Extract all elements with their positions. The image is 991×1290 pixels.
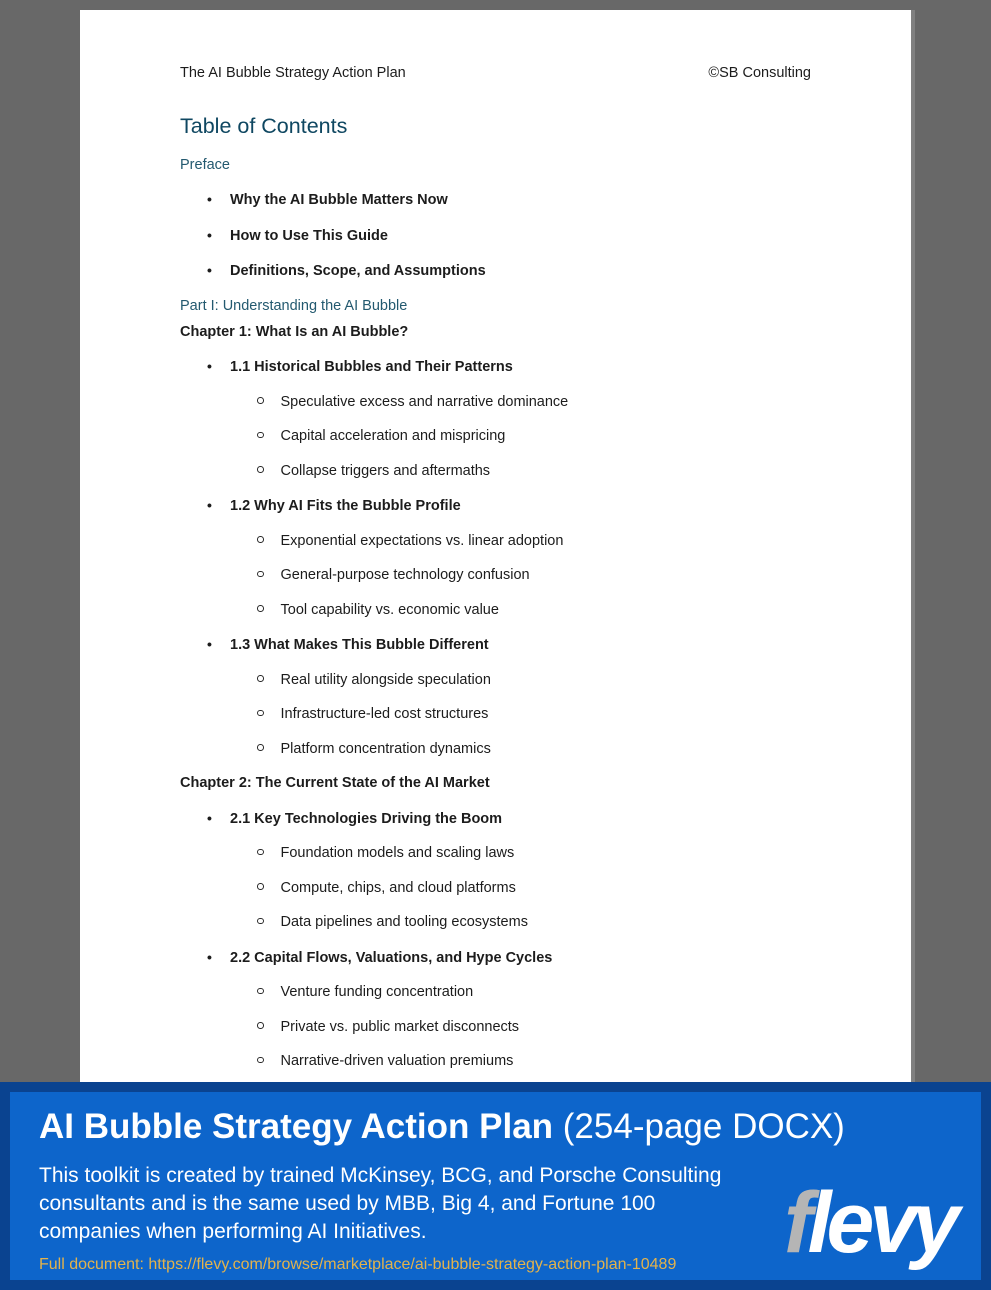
toc-item-label: Foundation models and scaling laws (280, 845, 515, 861)
toc-item-bullet (180, 947, 811, 968)
toc-item-sub (180, 426, 811, 446)
circle-bullet-icon (257, 744, 264, 751)
toc-item-sub (180, 1017, 811, 1037)
toc-item-label: Infrastructure-led cost structures (280, 706, 489, 722)
toc-item-sub (180, 878, 811, 898)
banner-title-suffix: (254-page DOCX) (553, 1107, 845, 1146)
document-header (180, 63, 811, 83)
toc-heading: Table of Contents (180, 114, 348, 138)
toc-item-label: Speculative excess and narrative dominance (280, 393, 569, 410)
bullet-icon: • (207, 809, 212, 826)
toc-item-label: Chapter 1: What Is an AI Bubble? (180, 323, 409, 340)
flevy-banner (0, 1082, 991, 1290)
toc-item-sub (180, 1051, 811, 1071)
toc-item-label: General-purpose technology confusion (280, 567, 530, 583)
circle-bullet-icon (257, 849, 264, 856)
circle-bullet-icon (257, 571, 264, 578)
flevy-logo-f: f (783, 1175, 808, 1271)
toc-item-label: Private vs. public market disconnects (280, 1018, 520, 1035)
toc-item-label: Platform concentration dynamics (280, 740, 491, 757)
circle-bullet-icon (257, 1057, 264, 1064)
circle-bullet-icon (257, 605, 264, 612)
banner-title (39, 1105, 981, 1149)
flevy-logo (783, 1175, 955, 1271)
toc-item-label: How to Use This Guide (230, 227, 388, 244)
toc-item-label: Tool capability vs. economic value (280, 601, 499, 618)
toc-item-label: Real utility alongside speculation (280, 671, 491, 688)
toc-item-bullet (180, 634, 811, 655)
toc-item-bullet (180, 356, 811, 377)
bullet-icon: • (207, 358, 212, 374)
toc-list (180, 155, 811, 1107)
banner-title-main: AI Bubble Strategy Action Plan (39, 1107, 554, 1146)
bullet-icon: • (207, 497, 212, 513)
bullet-icon: • (207, 636, 212, 652)
toc-item-label: Part I: Understanding the AI Bubble (180, 297, 408, 314)
circle-bullet-icon (257, 1022, 264, 1029)
banner-description-line: consultants and is the same used by MBB, Big 4, and Fortune 100 (39, 1192, 656, 1215)
document-content (80, 10, 911, 1107)
bullet-icon: • (207, 262, 212, 278)
toc-item-chapter (180, 322, 811, 342)
toc-item-label: Data pipelines and tooling ecosystems (280, 914, 528, 930)
toc-item-label: 2.2 Capital Flows, Valuations, and Hype Cycles (230, 949, 553, 966)
toc-item-label: Venture funding concentration (280, 984, 474, 1000)
flevy-banner-panel (10, 1092, 981, 1280)
bullet-icon: • (207, 191, 212, 207)
circle-bullet-icon (257, 466, 264, 473)
toc-item-sub (180, 739, 811, 759)
banner-description-line: This toolkit is created by trained McKinsey, BCG, and Porsche Consulting (39, 1164, 722, 1187)
bullet-icon: • (207, 948, 212, 965)
toc-item-label: Compute, chips, and cloud platforms (280, 879, 516, 896)
toc-item-part (180, 155, 811, 175)
toc-item-bullet (180, 808, 811, 829)
toc-item-sub (180, 982, 811, 1002)
toc-item-sub (180, 461, 811, 481)
toc-item-label: 1.3 What Makes This Bubble Different (230, 637, 489, 653)
flevy-logo-levy: levy (807, 1175, 955, 1271)
toc-item-label: Definitions, Scope, and Assumptions (230, 263, 486, 279)
document-title: The AI Bubble Strategy Action Plan (180, 65, 406, 81)
toc-item-sub (180, 392, 811, 412)
toc-item-bullet (180, 495, 811, 516)
toc-item-label: Collapse triggers and aftermaths (280, 462, 491, 479)
banner-description-line: companies when performing AI Initiatives. (39, 1220, 427, 1243)
toc-item-label: Narrative-driven valuation premiums (280, 1053, 514, 1069)
toc-item-sub (180, 670, 811, 690)
toc-item-label: 2.1 Key Technologies Driving the Boom (230, 810, 503, 827)
circle-bullet-icon (257, 432, 264, 439)
bullet-icon: • (207, 226, 212, 243)
circle-bullet-icon (257, 883, 264, 890)
toc-item-sub (180, 843, 811, 863)
toc-item-bullet (180, 260, 811, 281)
circle-bullet-icon (257, 918, 264, 925)
toc-item-sub (180, 912, 811, 932)
toc-item-sub (180, 704, 811, 724)
toc-item-label: Why the AI Bubble Matters Now (230, 192, 448, 208)
circle-bullet-icon (257, 536, 264, 543)
toc-item-bullet (180, 225, 811, 246)
copyright-label: ©SB Consulting (708, 65, 811, 81)
circle-bullet-icon (257, 710, 264, 717)
toc-item-label: Preface (180, 156, 230, 173)
toc-item-chapter (180, 773, 811, 793)
toc-item-label: 1.1 Historical Bubbles and Their Patterns (230, 359, 513, 375)
toc-item-sub (180, 565, 811, 585)
toc-item-sub (180, 600, 811, 620)
toc-item-label: Capital acceleration and mispricing (280, 428, 506, 444)
circle-bullet-icon (257, 675, 264, 682)
toc-item-bullet (180, 189, 811, 210)
full-document-link[interactable]: https://flevy.com/browse/marketplace/ai-bubble-strategy-action-plan-10489 (148, 1256, 677, 1273)
toc-item-part (180, 296, 811, 316)
toc-item-label: 1.2 Why AI Fits the Bubble Profile (230, 498, 461, 514)
full-document-label: Full document: (39, 1256, 149, 1273)
toc-item-label: Chapter 2: The Current State of the AI Market (180, 775, 490, 791)
circle-bullet-icon (257, 988, 264, 995)
circle-bullet-icon (257, 397, 264, 404)
toc-item-label: Exponential expectations vs. linear adoption (280, 532, 564, 549)
toc-item-sub (180, 531, 811, 551)
